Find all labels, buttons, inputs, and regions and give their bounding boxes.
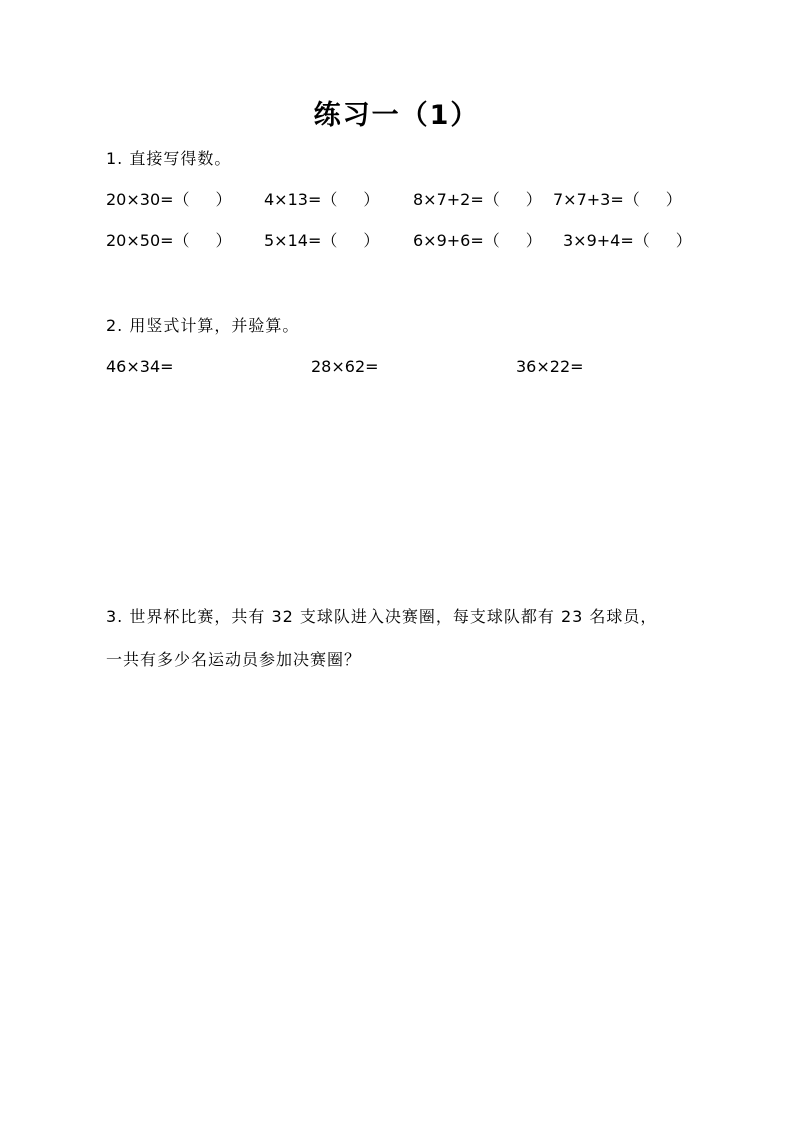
mental-math-item [553, 188, 682, 212]
question-1-prompt: 1. 直接写得数。 [106, 149, 232, 168]
answer-blank-open: （ [173, 231, 190, 250]
answer-blank-open: （ [633, 231, 650, 250]
answer-blank-open: （ [321, 190, 338, 209]
answer-blank-open: （ [173, 190, 190, 209]
mental-math-item [264, 229, 379, 253]
mental-math-item [563, 229, 692, 253]
expression: 3×9+4= [563, 231, 634, 250]
page-title: 练习一（1） [313, 100, 480, 131]
answer-blank-close: ） [215, 190, 232, 209]
question-1-row-2 [0, 229, 793, 253]
answer-blank-close: ） [215, 231, 232, 250]
mental-math-item [106, 188, 232, 212]
vertical-calc-item: 46×34= [106, 357, 174, 376]
question-3-line-2: 一共有多少名运动员参加决赛圈？ [106, 650, 362, 669]
answer-blank-close: ） [363, 190, 380, 209]
answer-blank-open: （ [623, 190, 640, 209]
mental-math-item [413, 188, 542, 212]
vertical-calc-item: 36×22= [516, 357, 584, 376]
expression: 5×14= [264, 231, 322, 250]
expression: 4×13= [264, 190, 322, 209]
answer-blank-open: （ [483, 190, 500, 209]
answer-blank-open: （ [483, 231, 500, 250]
question-2-prompt: 2. 用竖式计算，并验算。 [106, 316, 300, 335]
mental-math-item [413, 229, 542, 253]
answer-blank-close: ） [675, 231, 692, 250]
expression: 8×7+2= [413, 190, 484, 209]
expression: 7×7+3= [553, 190, 624, 209]
question-2-items [0, 355, 793, 379]
answer-blank-open: （ [321, 231, 338, 250]
expression: 20×50= [106, 231, 174, 250]
expression: 6×9+6= [413, 231, 484, 250]
answer-blank-close: ） [525, 231, 542, 250]
answer-blank-close: ） [525, 190, 542, 209]
mental-math-item [106, 229, 232, 253]
question-3-line-1: 3. 世界杯比赛，共有 32 支球队进入决赛圈，每支球队都有 23 名球员， [106, 607, 658, 626]
expression: 20×30= [106, 190, 174, 209]
question-1-row-1 [0, 188, 793, 212]
mental-math-item [264, 188, 379, 212]
answer-blank-close: ） [363, 231, 380, 250]
vertical-calc-item: 28×62= [311, 357, 379, 376]
answer-blank-close: ） [665, 190, 682, 209]
